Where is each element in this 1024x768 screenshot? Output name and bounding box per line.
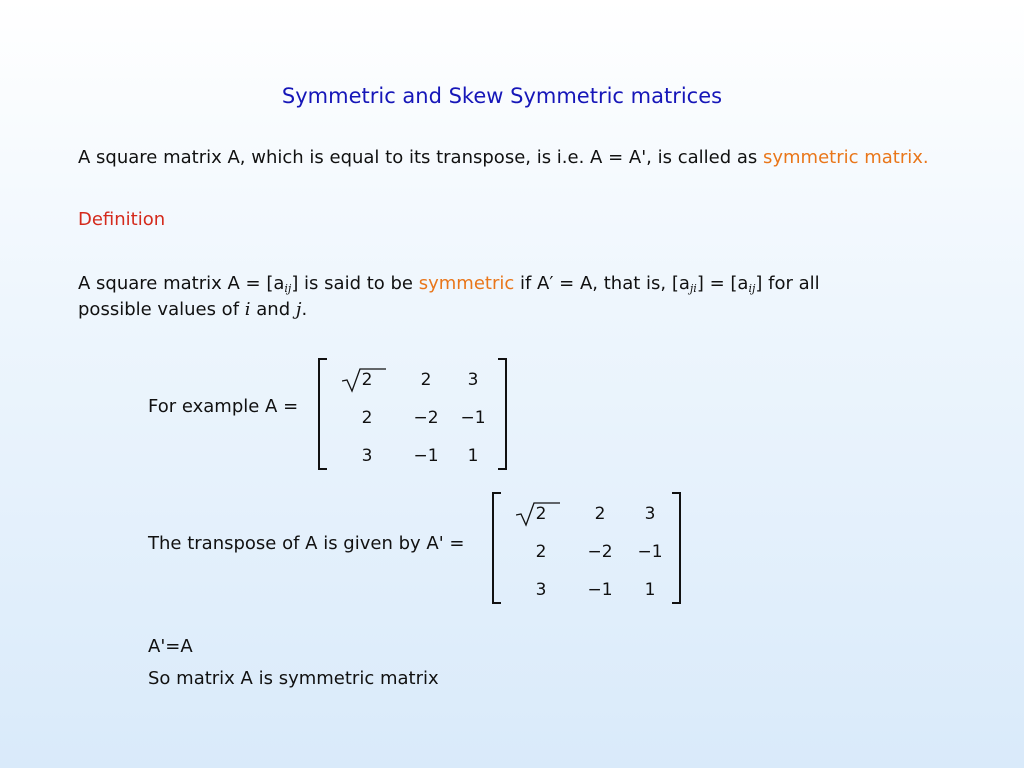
matrix-at-cell-1-2: −1 — [637, 542, 663, 562]
matrix-a-cell-1-1: −2 — [413, 408, 439, 428]
conclusion-equality: A'=A — [148, 636, 193, 657]
def-text-2: ] is said to be — [291, 273, 419, 294]
slide-title: Symmetric and Skew Symmetric matrices — [281, 84, 723, 108]
sqrt-icon — [342, 367, 386, 393]
sqrt-icon — [516, 501, 560, 527]
intro-highlight: symmetric matrix — [762, 147, 923, 168]
matrix-a — [318, 358, 510, 470]
matrix-at-value: 2 — [535, 504, 547, 524]
def-text-5: ] for all — [755, 273, 820, 294]
def-var-i: i — [244, 299, 251, 320]
def-text-1: A square matrix A = [a — [78, 273, 285, 294]
matrix-a-cell-0-1: 2 — [420, 370, 432, 390]
matrix-at-right-bracket — [672, 492, 681, 604]
def-sub-ji: ji — [689, 282, 697, 295]
matrix-at-cell-2-0: 3 — [535, 580, 547, 600]
matrix-a-cell-1-2: −1 — [460, 408, 486, 428]
intro-end: . — [922, 147, 929, 168]
transpose-label: The transpose of A is given by A' = — [148, 533, 465, 554]
intro-paragraph — [78, 145, 929, 171]
matrix-at-cell-0-0 — [521, 504, 561, 524]
matrix-a-cell-2-0: 3 — [361, 446, 373, 466]
matrix-at-left-bracket — [492, 492, 501, 604]
matrix-a-right-bracket — [498, 358, 507, 470]
matrix-a-cell-1-0: 2 — [361, 408, 373, 428]
matrix-at-sqrt — [536, 504, 547, 524]
matrix-at-cell-1-0: 2 — [535, 542, 547, 562]
definition-line-2 — [78, 297, 307, 323]
matrix-a-cell-0-0 — [347, 370, 387, 390]
matrix-a-transpose — [492, 492, 684, 604]
matrix-at-cell-0-2: 3 — [644, 504, 656, 524]
def-text-4: ] = [a — [696, 273, 749, 294]
matrix-a-cell-2-2: 1 — [467, 446, 479, 466]
matrix-a-value: 2 — [361, 370, 373, 390]
definition-heading: Definition — [78, 209, 166, 230]
matrix-a-cell-2-1: −1 — [413, 446, 439, 466]
def-line2-text-2: and — [250, 299, 296, 320]
def-line2-text-3: . — [301, 299, 308, 320]
def-text-3: if A′ = A, that is, [a — [514, 273, 690, 294]
matrix-at-cell-2-2: 1 — [644, 580, 656, 600]
conclusion-statement: So matrix A is symmetric matrix — [148, 668, 439, 689]
matrix-a-cell-0-2: 3 — [467, 370, 479, 390]
matrix-at-cell-2-1: −1 — [587, 580, 613, 600]
def-highlight: symmetric — [418, 273, 515, 294]
matrix-a-left-bracket — [318, 358, 327, 470]
matrix-at-cell-1-1: −2 — [587, 542, 613, 562]
matrix-at-cell-0-1: 2 — [594, 504, 606, 524]
example-label: For example A = — [148, 396, 299, 417]
matrix-a-sqrt — [362, 370, 373, 390]
def-line2-text-1: possible values of — [78, 299, 245, 320]
def-var-j: j — [295, 299, 302, 320]
def-sub-ij: ij — [284, 282, 292, 295]
def-sub-ij-2: ij — [748, 282, 756, 295]
intro-text: A square matrix A, which is equal to its transpose, is i.e. A = A', is called as — [78, 147, 763, 168]
